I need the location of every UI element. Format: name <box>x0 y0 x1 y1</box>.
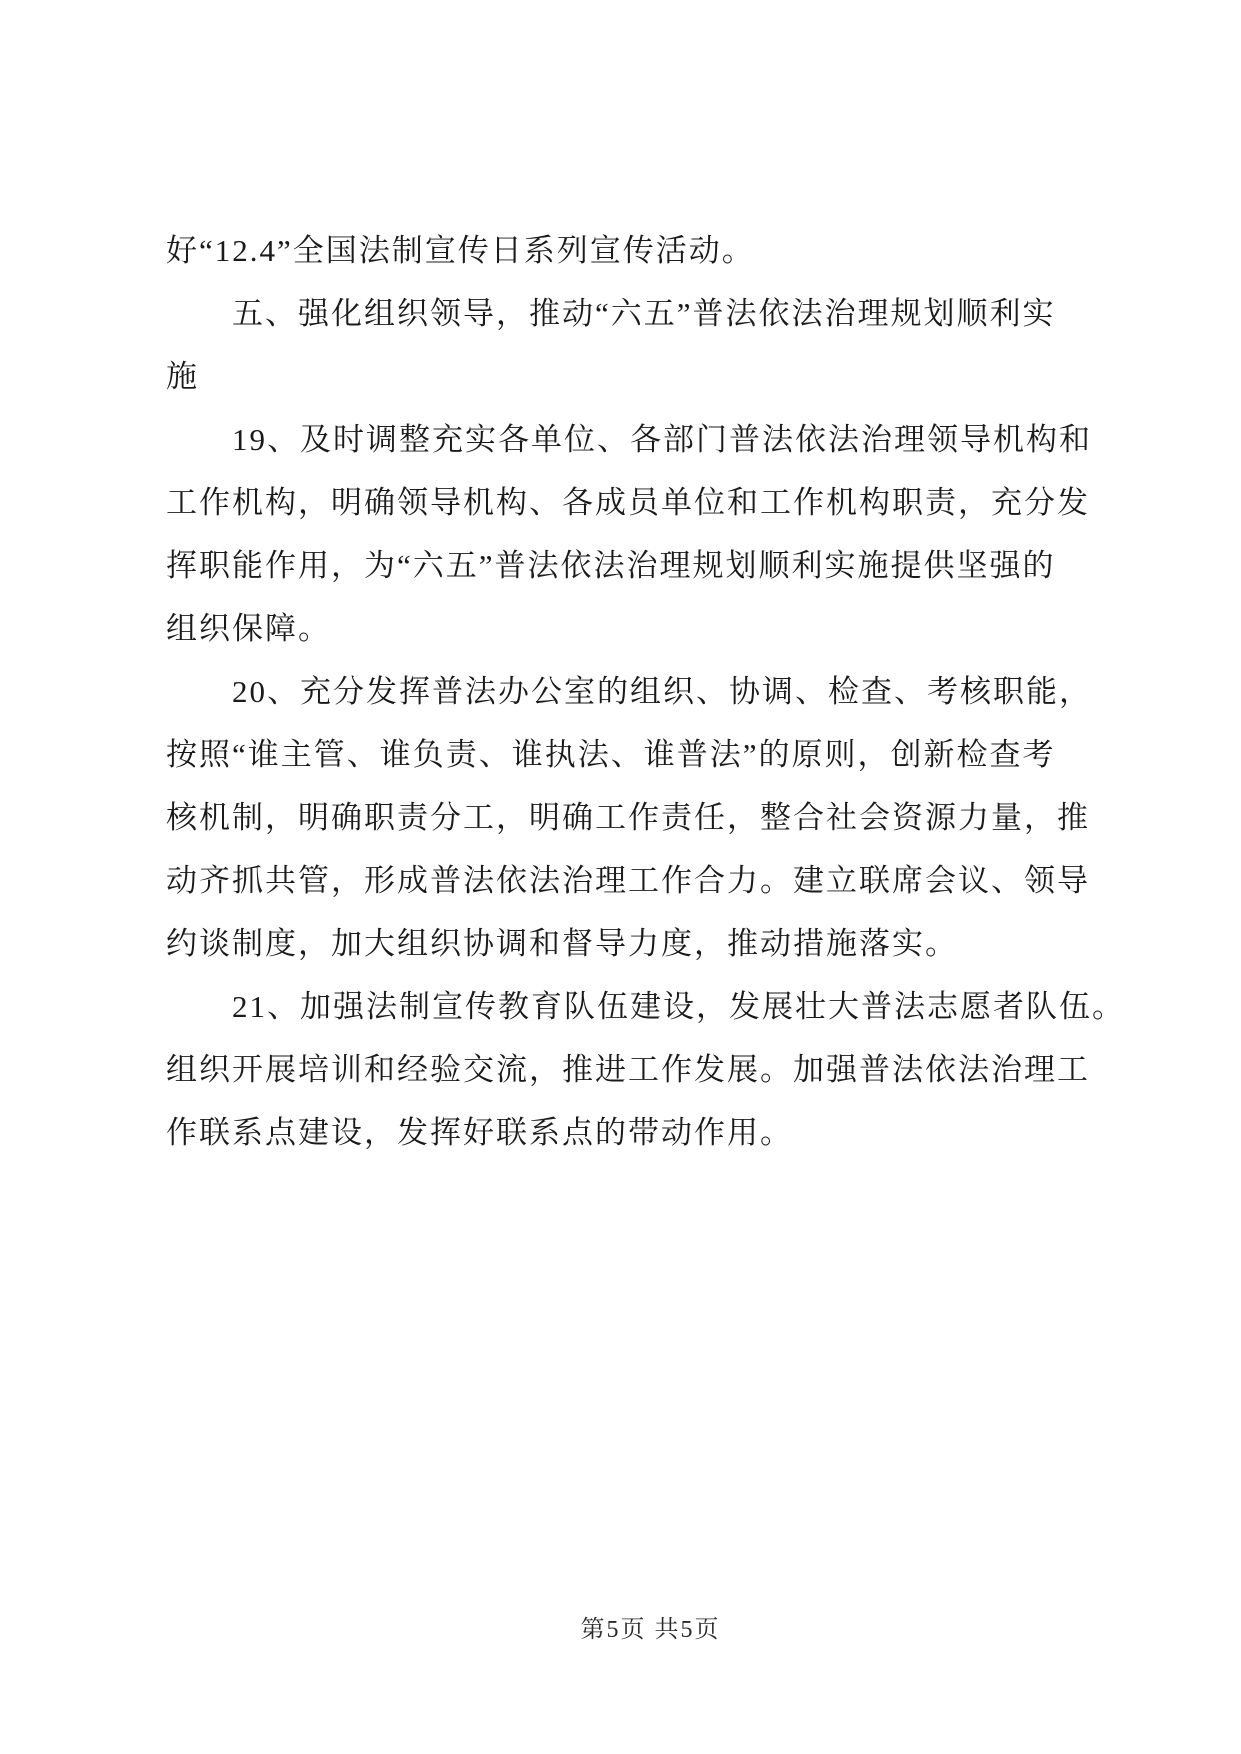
body-line-12: 约谈制度，加大组织协调和督导力度，推动措施落实。 <box>166 926 958 961</box>
body-line-14: 组织开展培训和经验交流，推进工作发展。加强普法依法治理工 <box>166 1052 1090 1087</box>
body-line-08-item-20: 20、充分发挥普法办公室的组织、协调、检查、考核职能， <box>232 674 1092 709</box>
document-body <box>166 219 1125 1164</box>
body-line-09: 按照“谁主管、谁负责、谁执法、谁普法”的原则，创新检查考 <box>166 737 1056 772</box>
body-line-02-section-heading: 五、强化组织领导，推动“六五”普法依法治理规划顺利实 <box>232 296 1056 331</box>
page-footer <box>60 1612 1241 1648</box>
body-line-13-item-21: 21、加强法制宣传教育队伍建设，发展壮大普法志愿者队伍。 <box>232 989 1125 1024</box>
body-line-11: 动齐抓共管，形成普法依法治理工作合力。建立联席会议、领导 <box>166 863 1090 898</box>
body-line-07: 组织保障。 <box>166 611 331 646</box>
body-line-10: 核机制，明确职责分工，明确工作责任，整合社会资源力量，推 <box>166 800 1090 835</box>
body-line-15: 作联系点建设，发挥好联系点的带动作用。 <box>166 1115 793 1150</box>
body-line-04-item-19: 19、及时调整充实各单位、各部门普法依法治理领导机构和 <box>232 422 1092 457</box>
body-line-06: 挥职能作用，为“六五”普法依法治理规划顺利实施提供坚强的 <box>166 548 1056 583</box>
page-number-label: 第5页 共5页 <box>580 1617 721 1643</box>
body-line-03: 施 <box>166 359 199 394</box>
body-line-05: 工作机构，明确领导机构、各成员单位和工作机构职责，充分发 <box>166 485 1090 520</box>
body-line-01: 好“12.4”全国法制宣传日系列宣传活动。 <box>166 233 755 268</box>
